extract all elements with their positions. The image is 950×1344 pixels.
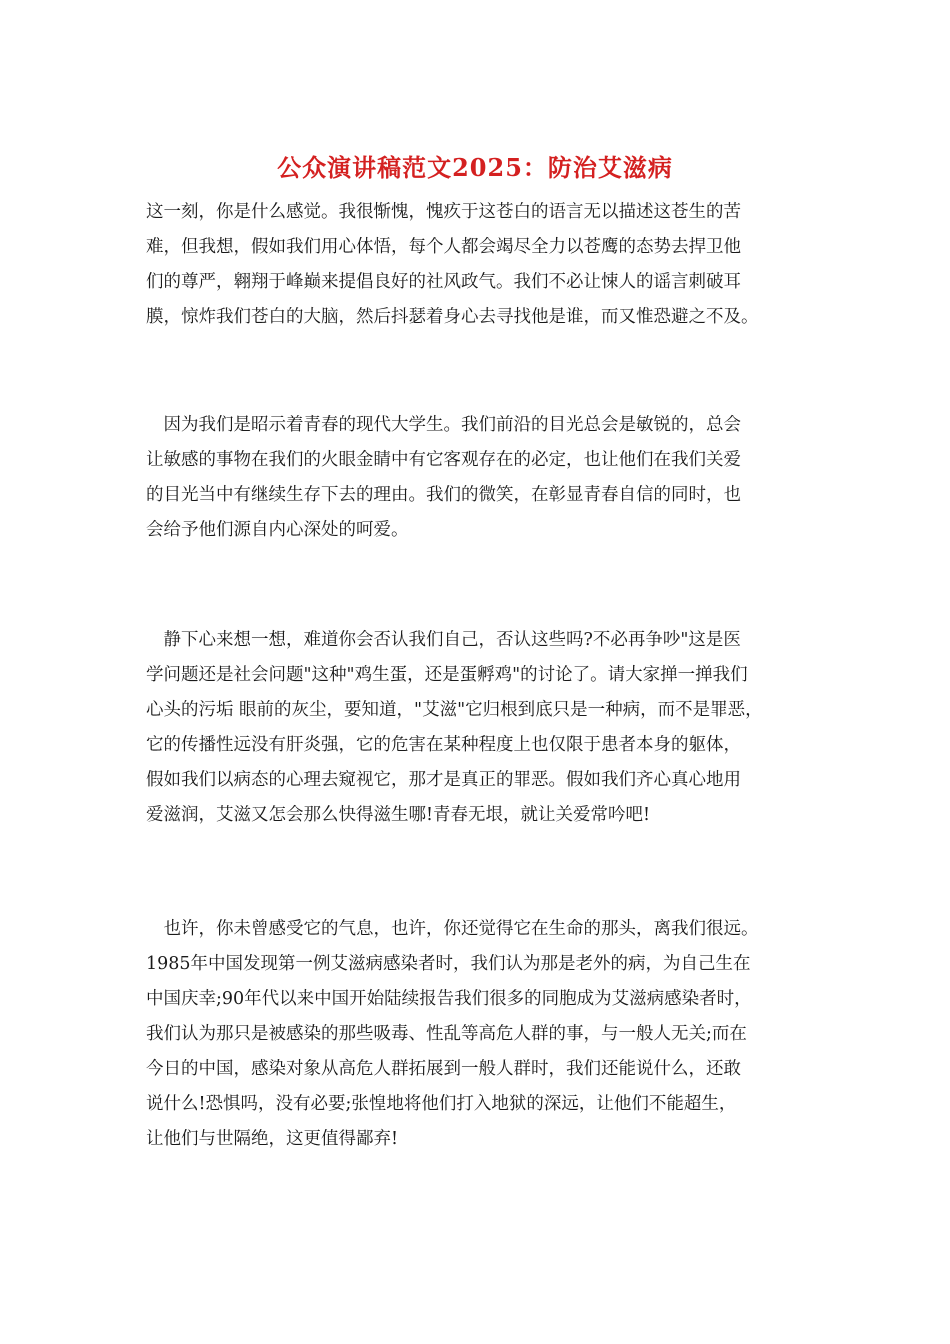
paragraph-line: 它的传播性远没有肝炎强，它的危害在某种程度上也仅限于患者本身的躯体， bbox=[146, 735, 741, 755]
paragraph-2 bbox=[146, 408, 821, 548]
document-title: 公众演讲稿范文2025：防治艾滋病 bbox=[277, 153, 673, 182]
paragraph-line: 让他们与世隔绝，这更值得鄙弃! bbox=[146, 1129, 399, 1149]
paragraph-line: 难，但我想，假如我们用心体悟，每个人都会竭尽全力以苍鹰的态势去捍卫他 bbox=[146, 237, 741, 257]
paragraph-line: 也许，你未曾感受它的气息，也许，你还觉得它在生命的那头，离我们很远。 bbox=[146, 919, 759, 939]
paragraph-line: 1985年中国发现第一例艾滋病感染者时，我们认为那是老外的病，为自己生在 bbox=[146, 954, 751, 974]
paragraph-line: 因为我们是昭示着青春的现代大学生。我们前沿的目光总会是敏锐的，总会 bbox=[146, 415, 741, 435]
paragraph-line: 中国庆幸;90年代以来中国开始陆续报告我们很多的同胞成为艾滋病感染者时， bbox=[146, 989, 752, 1009]
paragraph-line: 静下心来想一想，难道你会否认我们自己，否认这些吗?不必再争吵"这是医 bbox=[146, 630, 741, 650]
paragraph-line: 会给予他们源自内心深处的呵爱。 bbox=[146, 520, 409, 540]
paragraph-line: 爱滋润，艾滋又怎会那么快得滋生哪!青春无垠，就让关爱常吟吧! bbox=[146, 805, 651, 825]
paragraph-line: 膜，惊炸我们苍白的大脑，然后抖瑟着身心去寻找他是谁，而又惟恐避之不及。 bbox=[146, 307, 759, 327]
paragraph-line: 这一刻，你是什么感觉。我很惭愧，愧疚于这苍白的语言无以描述这苍生的苦 bbox=[146, 202, 741, 222]
paragraph-line: 们的尊严，翱翔于峰巅来提倡良好的社风政气。我们不必让悚人的谣言刺破耳 bbox=[146, 272, 741, 292]
paragraph-4 bbox=[146, 912, 821, 1157]
paragraph-3 bbox=[146, 623, 821, 833]
paragraph-line: 我们认为那只是被感染的那些吸毒、性乱等高危人群的事，与一般人无关;而在 bbox=[146, 1024, 747, 1044]
paragraph-line: 说什么!恐惧吗，没有必要;张惶地将他们打入地狱的深远，让他们不能超生， bbox=[146, 1094, 737, 1114]
paragraph-line: 今日的中国，感染对象从高危人群拓展到一般人群时，我们还能说什么，还敢 bbox=[146, 1059, 741, 1079]
paragraph-line: 心头的污垢 眼前的灰尘，要知道，"艾滋"它归根到底只是一种病，而不是罪恶， bbox=[146, 700, 763, 720]
paragraph-line: 让敏感的事物在我们的火眼金睛中有它客观存在的必定，也让他们在我们关爱 bbox=[146, 450, 741, 470]
paragraph-line: 学问题还是社会问题"这种"鸡生蛋，还是蛋孵鸡"的讨论了。请大家掸一掸我们 bbox=[146, 665, 748, 685]
paragraph-1 bbox=[146, 195, 821, 335]
paragraph-line: 假如我们以病态的心理去窥视它，那才是真正的罪恶。假如我们齐心真心地用 bbox=[146, 770, 741, 790]
paragraph-line: 的目光当中有继续生存下去的理由。我们的微笑，在彰显青春自信的同时，也 bbox=[146, 485, 741, 505]
